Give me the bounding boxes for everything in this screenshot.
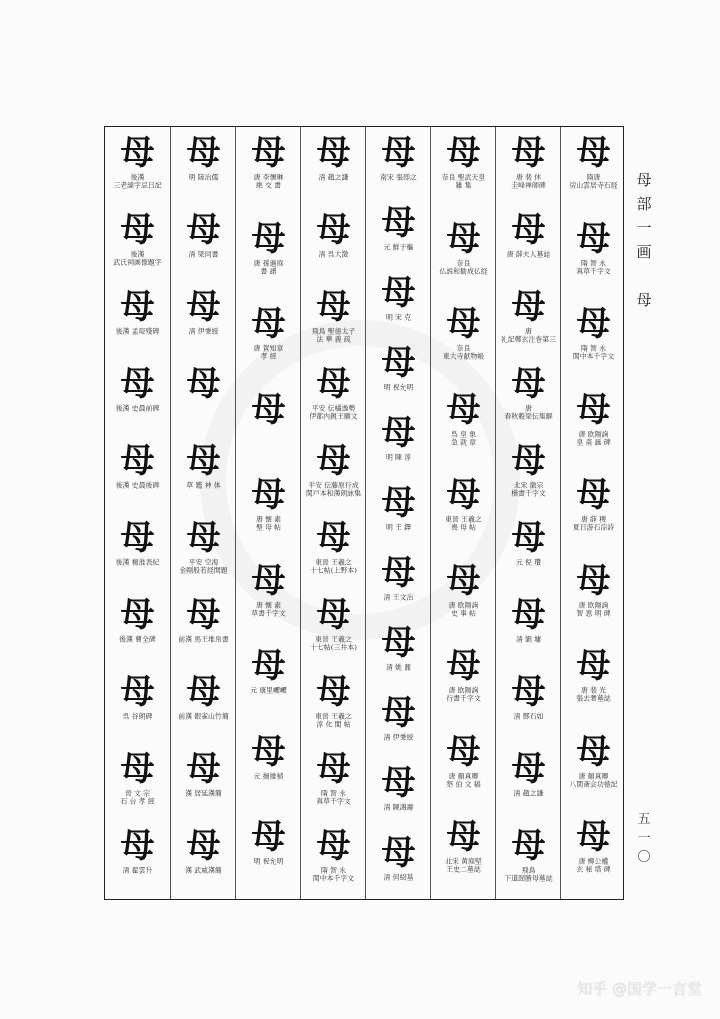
glyph-entry — [105, 672, 170, 721]
calligraphy-glyph: 母 — [186, 210, 221, 250]
glyph-entry — [561, 561, 626, 619]
calligraphy-glyph: 母 — [316, 826, 351, 866]
glyph-entry — [496, 287, 561, 345]
page-number-char: 五 — [637, 812, 651, 827]
source-caption: 飛鳥 下道圀勝母墓誌 — [504, 866, 553, 883]
source-caption: 清 陳鴻壽 — [383, 803, 414, 812]
section-title-char: 部 — [636, 195, 652, 213]
glyph-entry — [301, 210, 366, 259]
calligraphy-glyph: 母 — [120, 672, 155, 712]
source-caption: 清 翟雲升 — [122, 866, 153, 875]
source-caption: 明 王 鐸 — [385, 523, 412, 532]
source-caption: 奈良 聖武天皇 雑 集 — [441, 173, 486, 190]
calligraphy-glyph: 母 — [186, 287, 221, 327]
glyph-entry — [366, 413, 431, 462]
calligraphy-glyph: 母 — [576, 731, 611, 772]
section-title — [632, 168, 656, 312]
source-caption: 東晉 王羲之 喪 母 帖 — [445, 515, 482, 532]
source-caption: 奈良 東大寺献物帳 — [442, 344, 485, 361]
calligraphy-glyph: 母 — [120, 441, 155, 481]
source-caption: 北宋 徽宗 楷書千字文 — [511, 481, 546, 498]
glyph-entry — [366, 133, 431, 182]
calligraphy-glyph: 母 — [576, 817, 611, 858]
calligraphy-glyph: 母 — [576, 304, 611, 345]
source-caption: 唐 賀知章 孝 經 — [253, 344, 284, 361]
calligraphy-glyph: 母 — [186, 133, 221, 173]
glyph-entry — [301, 826, 366, 884]
page-number — [632, 810, 656, 867]
glyph-column — [105, 127, 170, 899]
section-title-char: 画 — [636, 243, 652, 261]
glyph-entry — [561, 732, 626, 790]
glyph-entry — [561, 817, 626, 875]
calligraphy-glyph: 母 — [511, 518, 546, 558]
source-caption: 後漢 史晨前碑 — [115, 404, 160, 413]
source-caption: 隋 智 永 真草千字文 — [316, 789, 351, 806]
calligraphy-glyph: 母 — [381, 833, 416, 873]
calligraphy-glyph: 母 — [186, 518, 221, 558]
calligraphy-glyph: 母 — [186, 826, 221, 866]
calligraphy-glyph: 母 — [446, 133, 481, 173]
glyph-entry — [431, 646, 496, 704]
glyph-entry — [236, 561, 301, 619]
section-title-char: 母 — [636, 291, 652, 309]
source-caption: 後漢 三老諱字忌日記 — [113, 173, 162, 190]
calligraphy-glyph: 母 — [251, 817, 286, 858]
calligraphy-glyph: 母 — [251, 389, 286, 430]
glyph-entry — [496, 749, 561, 798]
calligraphy-glyph: 母 — [381, 413, 416, 453]
glyph-column — [300, 127, 366, 899]
calligraphy-glyph: 母 — [186, 364, 221, 404]
source-caption: 唐 李懷琳 絶 交 書 — [253, 173, 284, 190]
source-caption: 南宋 張即之 — [380, 173, 417, 182]
calligraphy-glyph: 母 — [251, 560, 286, 601]
glyph-entry — [366, 763, 431, 812]
glyph-entry — [431, 561, 496, 619]
calligraphy-glyph: 母 — [316, 595, 351, 635]
calligraphy-glyph: 母 — [446, 389, 481, 430]
calligraphy-glyph: 母 — [446, 731, 481, 772]
glyph-entry — [236, 390, 301, 430]
source-caption: 草 鑑 神 体 — [186, 481, 221, 490]
calligraphy-glyph: 母 — [120, 826, 155, 866]
glyph-entry — [561, 475, 626, 533]
source-caption: 清 呉大澂 — [318, 250, 349, 259]
glyph-entry — [496, 672, 561, 721]
glyph-entry — [236, 817, 301, 866]
glyph-entry — [171, 749, 236, 798]
source-caption: 隋 智 永 関中本千字文 — [572, 344, 615, 361]
glyph-entry — [236, 646, 301, 695]
glyph-entry — [236, 304, 301, 362]
calligraphy-glyph: 母 — [381, 623, 416, 663]
source-caption: 漢 武威漢簡 — [185, 866, 222, 875]
section-title-char — [632, 264, 656, 288]
calligraphy-glyph: 母 — [120, 518, 155, 558]
calligraphy-glyph: 母 — [511, 287, 546, 327]
glyph-entry — [171, 133, 236, 182]
source-caption: 清 劉 墉 — [515, 635, 542, 644]
source-caption: 後漢 武氏祠画像題字 — [113, 250, 162, 267]
glyph-entry — [366, 833, 431, 882]
glyph-entry — [171, 826, 236, 875]
calligraphy-glyph: 母 — [511, 133, 546, 173]
source-caption: 元 鮮于樞 — [383, 243, 414, 252]
source-caption: 唐 薛夫人墓誌 — [506, 250, 551, 259]
glyph-entry — [366, 693, 431, 742]
glyph-column — [365, 127, 431, 899]
calligraphy-glyph: 母 — [186, 595, 221, 635]
section-title-char: 母 — [636, 171, 652, 189]
glyph-entry — [236, 133, 301, 191]
glyph-entry — [105, 749, 170, 807]
source-caption: 唐 礼記鄭玄注巻第三 — [500, 327, 557, 344]
calligraphy-glyph: 母 — [511, 826, 546, 866]
glyph-column — [560, 127, 626, 899]
source-caption: 晉 文 宗 石 台 孝 經 — [120, 789, 155, 806]
glyph-entry — [171, 287, 236, 336]
calligraphy-glyph: 母 — [381, 483, 416, 523]
source-caption: 唐 懐 素 聖 母 帖 — [255, 515, 282, 532]
glyph-entry — [105, 441, 170, 490]
page-number-char: 一 — [637, 831, 651, 846]
source-caption: 呉 皇 象 急 就 章 — [450, 429, 477, 447]
source-caption: 後漢 楊淮表紀 — [115, 558, 160, 567]
glyph-entry — [301, 518, 366, 576]
calligraphy-glyph: 母 — [381, 343, 416, 383]
calligraphy-glyph: 母 — [316, 133, 351, 173]
source-caption: 平安 伝橘逸勢 伊都内親王願文 — [309, 404, 358, 421]
calligraphy-glyph: 母 — [120, 364, 155, 404]
glyph-entry — [105, 364, 170, 413]
source-caption: 清 伊秉綬 — [383, 733, 414, 742]
calligraphy-glyph: 母 — [576, 133, 611, 173]
source-caption: 唐 裴 休 圭峰禅師碑 — [511, 173, 546, 190]
source-caption: 唐 懐 素 草書千字文 — [251, 600, 286, 618]
calligraphy-glyph: 母 — [251, 475, 286, 516]
glyph-entry — [236, 219, 301, 277]
source-caption: 北宋 黄庭堅 王史二墓誌 — [445, 857, 482, 874]
glyph-column — [430, 127, 496, 899]
calligraphy-glyph: 母 — [576, 389, 611, 430]
source-caption: 元 康里巎巎 — [250, 686, 287, 695]
calligraphy-glyph: 母 — [316, 672, 351, 712]
page-number-char: 〇 — [637, 850, 651, 865]
glyph-entry — [561, 219, 626, 277]
source-caption: 明 祝允明 — [383, 383, 414, 392]
glyph-entry — [105, 287, 170, 336]
calligraphy-glyph: 母 — [576, 218, 611, 259]
calligraphy-glyph: 母 — [186, 441, 221, 481]
source-caption: 清 梁同書 — [188, 250, 219, 259]
source-caption: 唐 孫過庭 書 譜 — [253, 258, 284, 276]
calligraphy-glyph: 母 — [446, 817, 481, 858]
calligraphy-glyph: 母 — [511, 749, 546, 789]
source-caption: 漢 居延漢簡 — [185, 789, 222, 798]
glyph-column — [495, 127, 561, 899]
glyph-entry — [366, 483, 431, 532]
calligraphy-glyph: 母 — [120, 287, 155, 327]
calligraphy-glyph: 母 — [446, 304, 481, 345]
calligraphy-glyph: 母 — [251, 304, 286, 345]
calligraphy-glyph: 母 — [316, 210, 351, 250]
glyph-entry — [496, 441, 561, 499]
glyph-entry — [496, 595, 561, 644]
calligraphy-glyph: 母 — [316, 287, 351, 327]
calligraphy-glyph: 母 — [316, 364, 351, 404]
calligraphy-glyph: 母 — [186, 749, 221, 789]
calligraphy-glyph: 母 — [120, 749, 155, 789]
source-caption: 唐 薛 稷 夏日游石淙詩 — [572, 515, 615, 532]
source-caption: 元 揚維楨 — [253, 771, 284, 781]
calligraphy-glyph: 母 — [381, 763, 416, 803]
glyph-entry — [171, 672, 236, 721]
calligraphy-glyph: 母 — [381, 133, 416, 173]
source-caption: 清 伊秉綬 — [188, 327, 219, 336]
calligraphy-glyph: 母 — [251, 133, 286, 173]
source-caption: 唐 欧陽詢 史 事 帖 — [448, 600, 479, 618]
source-caption: 唐 欧陽詢 皇 甫 誕 碑 — [576, 429, 611, 447]
calligraphy-glyph: 母 — [251, 731, 286, 772]
calligraphy-glyph: 母 — [381, 553, 416, 593]
source-caption: 明 祝允明 — [253, 857, 284, 866]
glyph-entry — [496, 133, 561, 191]
glyph-entry — [171, 441, 236, 490]
glyph-entry — [496, 210, 561, 259]
calligraphy-glyph: 母 — [186, 672, 221, 712]
source-caption: 唐 欧陽詢 智 恵 明 碑 — [576, 600, 611, 618]
glyph-entry — [431, 732, 496, 790]
glyph-entry — [496, 826, 561, 884]
source-caption: 隋 智 永 関中本千字文 — [312, 866, 355, 883]
calligraphy-glyph: 母 — [251, 646, 286, 687]
glyph-entry — [431, 133, 496, 191]
glyph-entry — [431, 390, 496, 448]
glyph-entry — [171, 595, 236, 644]
glyph-column — [170, 127, 236, 899]
glyph-entry — [301, 133, 366, 182]
source-caption: 隋 智 永 真草千字文 — [576, 258, 611, 276]
source-caption: 後漢 史晨後碑 — [115, 481, 160, 490]
glyph-entry — [171, 210, 236, 259]
calligraphy-glyph: 母 — [381, 203, 416, 243]
source-caption: 前漢 馬王堆帛書 — [178, 635, 229, 644]
calligraphy-glyph: 母 — [511, 210, 546, 250]
calligraphy-glyph: 母 — [576, 560, 611, 601]
glyph-entry — [496, 518, 561, 567]
glyph-entry — [431, 219, 496, 277]
source-caption: 唐 顏真卿 祭 伯 文 稿 — [446, 771, 481, 789]
source-caption: 飛鳥 聖徳太子 法 華 義 疏 — [311, 327, 356, 344]
calligraphy-glyph: 母 — [381, 693, 416, 733]
glyph-entry — [105, 518, 170, 567]
source-caption: 唐 柳公權 玄 秘 塔 碑 — [576, 857, 611, 874]
calligraphy-glyph: 母 — [446, 475, 481, 516]
source-caption: 後漢 孟琁殘碑 — [115, 327, 160, 336]
glyph-entry — [171, 518, 236, 576]
calligraphy-glyph: 母 — [446, 560, 481, 601]
character-table — [104, 126, 624, 900]
calligraphy-glyph: 母 — [576, 646, 611, 687]
glyph-entry — [301, 595, 366, 653]
glyph-entry — [561, 304, 626, 362]
glyph-entry — [301, 749, 366, 807]
glyph-entry — [431, 304, 496, 362]
glyph-entry — [366, 343, 431, 392]
source-caption: 清 姚 鼐 — [385, 663, 412, 672]
glyph-entry — [236, 475, 301, 533]
source-caption: 明 宋 克 — [385, 313, 412, 322]
glyph-entry — [561, 646, 626, 704]
glyph-entry — [301, 287, 366, 345]
glyph-entry — [366, 273, 431, 322]
glyph-entry — [301, 672, 366, 730]
source-caption: 唐 春秋穀梁伝集解 — [504, 404, 553, 421]
calligraphy-glyph: 母 — [251, 218, 286, 259]
glyph-entry — [105, 826, 170, 875]
calligraphy-glyph: 母 — [120, 133, 155, 173]
calligraphy-glyph: 母 — [446, 218, 481, 259]
glyph-entry — [561, 390, 626, 448]
source-caption: 後漢 曹全碑 — [119, 635, 156, 644]
glyph-entry — [236, 732, 301, 781]
glyph-entry — [366, 203, 431, 252]
calligraphy-glyph: 母 — [511, 441, 546, 481]
calligraphy-glyph: 母 — [511, 595, 546, 635]
source-caption: 清 鄧石如 — [513, 712, 544, 721]
source-caption: 清 王文治 — [383, 593, 414, 602]
glyph-entry — [105, 210, 170, 268]
glyph-entry — [105, 595, 170, 644]
calligraphy-glyph: 母 — [511, 672, 546, 712]
glyph-entry — [431, 475, 496, 533]
source-caption: 東晉 王羲之 淳 化 閣 帖 — [315, 712, 352, 729]
glyph-entry — [105, 133, 170, 191]
source-caption: 清 趙之謙 — [513, 789, 544, 798]
source-caption: 唐 裴 光 張去奢墓誌 — [576, 686, 611, 703]
glyph-column — [235, 127, 301, 899]
source-caption: 東晉 王羲之 十七帖(上野本) — [310, 558, 357, 575]
glyph-entry — [431, 817, 496, 875]
source-caption: 奈良 仏説和勧成仏経 — [439, 258, 488, 276]
calligraphy-glyph: 母 — [316, 441, 351, 481]
glyph-entry — [561, 133, 626, 191]
glyph-entry — [366, 553, 431, 602]
source-caption: 東晉 王羲之 十七帖(三井本) — [310, 635, 357, 652]
calligraphy-glyph: 母 — [120, 595, 155, 635]
glyph-entry — [171, 364, 236, 404]
source-caption: 明 陸治儒 — [188, 173, 219, 182]
source-caption: 平安 空海 金剛般若経開題 — [179, 558, 228, 575]
calligraphy-glyph: 母 — [316, 518, 351, 558]
source-caption: 前漢 銀雀山竹簡 — [178, 712, 229, 721]
source-credit: 知乎 @国学一言堂 — [577, 980, 702, 998]
section-title-char: 一 — [636, 219, 652, 237]
source-caption: 明 陳 淳 — [385, 453, 412, 462]
calligraphy-glyph: 母 — [576, 475, 611, 516]
source-caption: 隋唐 房山雲居寺石経 — [569, 173, 618, 190]
calligraphy-glyph: 母 — [120, 210, 155, 250]
source-caption: 清 趙之謙 — [318, 173, 349, 182]
calligraphy-glyph: 母 — [446, 646, 481, 687]
source-caption: 唐 顏真卿 八関斎会功徳記 — [569, 771, 618, 789]
glyph-entry — [301, 364, 366, 422]
source-caption: 元 倪 瓚 — [515, 558, 542, 567]
glyph-entry — [366, 623, 431, 672]
glyph-entry — [496, 364, 561, 422]
source-caption: 唐 欧陽詢 行書千字文 — [446, 686, 481, 703]
source-caption: 平安 伝藤原行成 関戸本和漢朗詠集 — [305, 481, 362, 498]
source-caption: 清 何紹基 — [383, 873, 414, 882]
calligraphy-glyph: 母 — [381, 273, 416, 313]
glyph-entry — [301, 441, 366, 499]
source-caption: 呉 谷朗碑 — [122, 712, 153, 721]
calligraphy-glyph: 母 — [511, 364, 546, 404]
calligraphy-glyph: 母 — [316, 749, 351, 789]
